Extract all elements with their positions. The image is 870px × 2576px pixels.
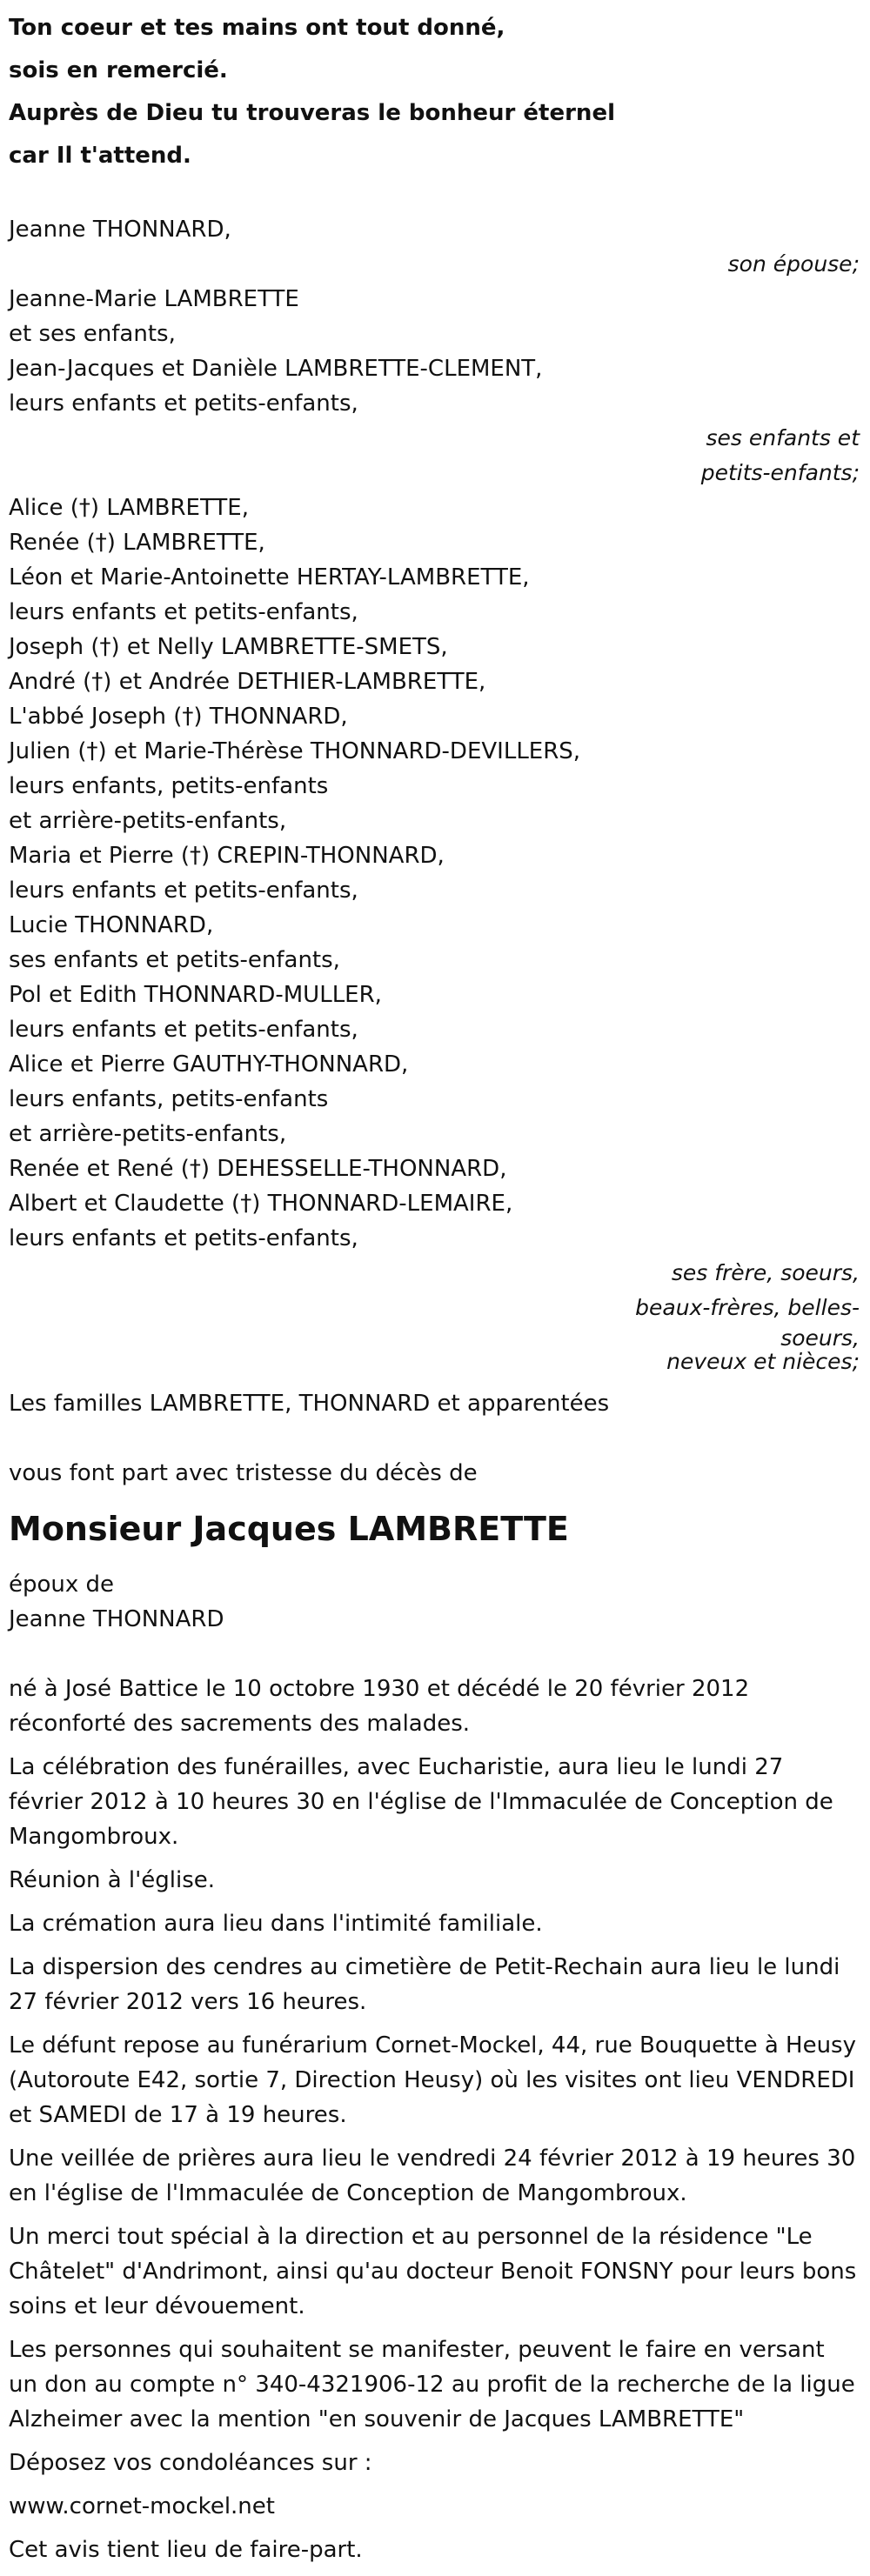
family-line: Alice (†) LAMBRETTE, [9,495,249,521]
siblings-block [9,491,861,1372]
poem [9,7,861,177]
family-line: Jeanne-Marie LAMBRETTE [9,286,299,312]
birth-death-paragraph: né à José Battice le 10 octobre 1930 et décédé le 20 février 2012 réconforté des sacrements des malades. [9,1676,750,1737]
family-line: et arrière-petits-enfants, [9,1121,287,1147]
siblings-role: soeurs, [780,1325,860,1351]
obituary-notice [9,0,861,2576]
family-line: leurs enfants, petits-enfants [9,773,329,799]
poem-line: Auprès de Dieu tu trouveras le bonheur éternel [9,100,615,126]
family-line: leurs enfants et petits-enfants, [9,599,358,625]
website-link[interactable]: www.cornet-mockel.net [9,2493,275,2519]
family-line: Alice et Pierre GAUTHY-THONNARD, [9,1051,409,1078]
donation-paragraph: Les personnes qui souhaitent se manifester, peuvent le faire en versant un don au compte n° 340-4321906-12 au profit de la recherche de la ligue Alzheimer avec la mention "en souvenir de Jacques LAMBRETTE" [9,2337,855,2433]
family-line: Joseph (†) et Nelly LAMBRETTE-SMETS, [9,634,448,660]
family-line: Renée et René (†) DEHESSELLE-THONNARD, [9,1156,507,1182]
family-line: leurs enfants et petits-enfants, [9,878,358,904]
spouse-role: son épouse; [727,251,860,277]
poem-line: car Il t'attend. [9,143,191,169]
family-line: Albert et Claudette (†) THONNARD-LEMAIRE, [9,1191,513,1217]
poem-line: Ton coeur et tes mains ont tout donné, [9,15,505,41]
spouse-of-label: époux de [9,1572,115,1598]
family-line: Maria et Pierre (†) CREPIN-THONNARD, [9,843,445,869]
announcement: vous font part avec tristesse du décès de [9,1460,478,1486]
family-line: leurs enfants, petits-enfants [9,1086,329,1112]
spacer [9,177,861,212]
spacer [9,1637,861,1672]
deceased-name: Monsieur Jacques LAMBRETTE [9,1510,569,1548]
children-role: ses enfants et [706,425,860,450]
funeral-paragraph: La célébration des funérailles, avec Eucharistie, aura lieu le lundi 27 février 2012 à 10 heures 30 en l'église de l'Immaculée de Conception de Mangombroux. [9,1754,833,1850]
spacer [9,1372,861,1386]
family-line: Pol et Edith THONNARD-MULLER, [9,982,382,1008]
siblings-role: neveux et nièces; [666,1349,860,1374]
meeting-paragraph: Réunion à l'église. [9,1867,216,1893]
family-line: André (†) et Andrée DETHIER-LAMBRETTE, [9,669,486,695]
family-line: et arrière-petits-enfants, [9,808,287,834]
poem-line: sois en remercié. [9,57,228,83]
spacer [9,1421,861,1456]
closing-paragraph: Cet avis tient lieu de faire-part. [9,2537,363,2563]
details [9,1672,861,2567]
family-line: Renée (†) LAMBRETTE, [9,530,265,556]
family-line: ses enfants et petits-enfants, [9,947,340,973]
family-line: et ses enfants, [9,321,176,347]
family-line: L'abbé Joseph (†) THONNARD, [9,704,348,730]
ashes-paragraph: La dispersion des cendres au cimetière de Petit-Rechain aura lieu le lundi 27 février 2012 vers 16 heures. [9,1954,840,2015]
condolences-paragraph: Déposez vos condoléances sur : [9,2450,372,2476]
thanks-paragraph: Un merci tout spécial à la direction et au personnel de la résidence "Le Châtelet" d'Andrimont, ainsi qu'au docteur Benoit FONSNY pour leurs bons soins et leur dévouement. [9,2224,857,2319]
family-line: Léon et Marie-Antoinette HERTAY-LAMBRETTE, [9,564,530,591]
siblings-role: ses frère, soeurs, [671,1260,860,1285]
family-line: leurs enfants et petits-enfants, [9,1017,358,1043]
children-block [9,282,861,491]
spouse-block [9,212,861,282]
funerarium-paragraph: Le défunt repose au funérarium Cornet-Mockel, 44, rue Bouquette à Heusy (Autoroute E42, sortie 7, Direction Heusy) où les visites ont lieu VENDREDI et SAMEDI de 17 à 19 heures. [9,2032,856,2128]
family-line: Julien (†) et Marie-Thérèse THONNARD-DEVILLERS, [9,738,581,764]
children-role: petits-enfants; [700,460,860,485]
cremation-paragraph: La crémation aura lieu dans l'intimité familiale. [9,1911,543,1937]
family-line: Lucie THONNARD, [9,912,214,938]
family-line: leurs enfants et petits-enfants, [9,1225,358,1251]
family-line: Jean-Jacques et Danièle LAMBRETTE-CLEMENT, [9,356,543,382]
family-line: leurs enfants et petits-enfants, [9,390,358,417]
siblings-role: beaux-frères, belles- [635,1295,860,1320]
vigil-paragraph: Une veillée de prières aura lieu le vendredi 24 février 2012 à 19 heures 30 en l'église de l'Immaculée de Conception de Mangombroux. [9,2146,856,2206]
spouse-name: Jeanne THONNARD, [9,217,231,243]
spouse-of-name: Jeanne THONNARD [9,1606,224,1632]
families-line: Les familles LAMBRETTE, THONNARD et apparentées [9,1391,610,1417]
